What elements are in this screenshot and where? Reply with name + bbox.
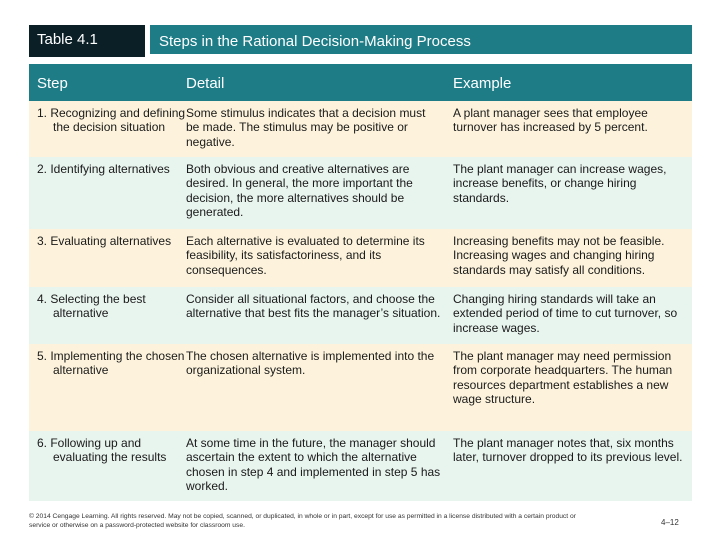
example-cell: The plant manager can increase wages, increase benefits, or change hiring standards. [453,162,667,205]
example-cell: The plant manager may need permission from corporate headquarters. The human resources department establishes a new wage structure. [453,349,673,407]
example-cell: Increasing benefits may not be feasible. Increasing wages and changing hiring standards may satisfy all conditions. [453,234,665,277]
step-cell: 4. Selecting the best alternative [37,292,146,321]
step-cell: 1. Recognizing and defining the decision situation [37,106,186,135]
table-title: Steps in the Rational Decision-Making Process [150,25,692,54]
table-header [29,64,692,101]
detail-cell: Both obvious and creative alternatives are desired. In general, the more important the decision, the more alternatives should be generated. [186,162,413,220]
table-row [29,229,692,287]
table-row [29,344,692,431]
detail-cell: Consider all situational factors, and choose the alternative that best fits the manager’s situation. [186,292,441,321]
detail-cell: The chosen alternative is implemented into the organizational system. [186,349,435,378]
detail-cell: Each alternative is evaluated to determine its feasibility, its satisfactoriness, and its consequences. [186,234,425,277]
example-cell: A plant manager sees that employee turnover has increased by 5 percent. [453,106,648,135]
table-row [29,157,692,229]
table-label: Table 4.1 [29,25,145,57]
table-row [29,101,692,157]
table-row [29,287,692,344]
header-step: Step [37,75,68,92]
step-cell: 3. Evaluating alternatives [37,234,172,248]
copyright-notice: © 2014 Cengage Learning. All rights reserved. May not be copied, scanned, or duplicated, in whole or in part, except for use as permitted in a license distributed with a certain product or service or otherwise on a password-protected website for classroom use. [29,513,576,529]
example-cell: The plant manager notes that, six months later, turnover dropped to its previous level. [453,436,683,465]
header-detail: Detail [186,75,225,92]
table-row [29,431,692,501]
detail-cell: At some time in the future, the manager should ascertain the extent to which the alternative chosen in step 4 and implemented in step 5 has worked. [186,436,441,494]
step-cell: 6. Following up and evaluating the results [37,436,167,465]
detail-cell: Some stimulus indicates that a decision must be made. The stimulus may be positive or negative. [186,106,426,149]
header-example: Example [453,75,512,92]
page-number: 4–12 [661,518,679,527]
step-cell: 2. Identifying alternatives [37,162,170,176]
example-cell: Changing hiring standards will take an extended period of time to cut turnover, so increase wages. [453,292,678,335]
step-cell: 5. Implementing the chosen alternative [37,349,185,378]
